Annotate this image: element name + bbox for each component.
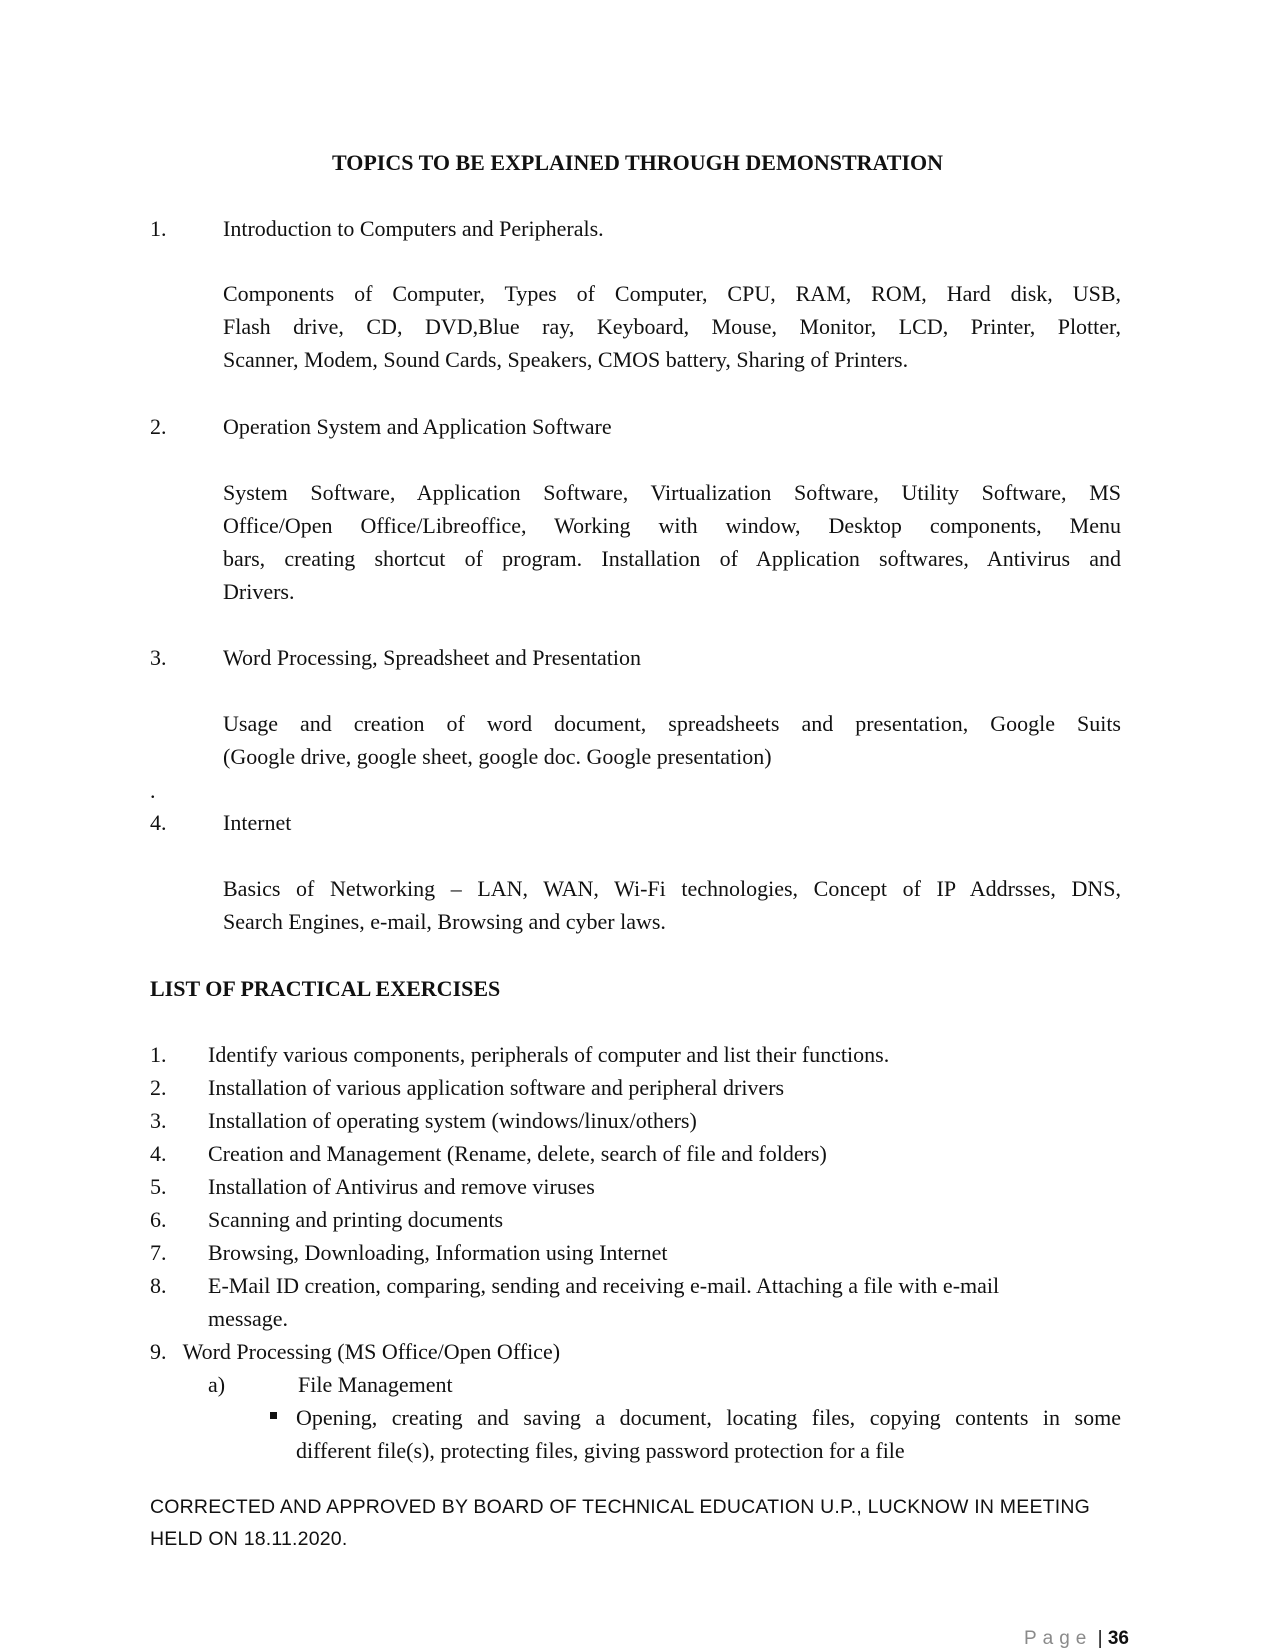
exercise-number: 4.: [150, 1141, 167, 1166]
footer-line: CORRECTED AND APPROVED BY BOARD OF TECHNICAL EDUCATION U.P., LUCKNOW IN MEETING: [150, 1496, 1091, 1518]
exercise-number: 2.: [150, 1075, 167, 1100]
sub-item-letter: a): [208, 1372, 226, 1397]
topic-number: 4.: [150, 810, 167, 835]
exercise-text: Browsing, Downloading, Information using Internet: [208, 1240, 668, 1265]
exercise-number: 1.: [150, 1042, 167, 1067]
topic-body-line: Components of Computer, Types of Computer, CPU, RAM, ROM, Hard disk, USB,: [223, 281, 1121, 306]
exercise-text: Installation of operating system (windows/linux/others): [208, 1108, 697, 1133]
topic-body-line: Search Engines, e-mail, Browsing and cyber laws.: [223, 909, 666, 934]
exercise-text: Installation of Antivirus and remove viruses: [208, 1174, 595, 1199]
page-number: 36: [1107, 1628, 1129, 1649]
bullet-line: Opening, creating and saving a document, locating files, copying contents in some: [296, 1405, 1121, 1430]
topic-body-line: Drivers.: [223, 579, 295, 604]
topic-body-line: Scanner, Modem, Sound Cards, Speakers, CMOS battery, Sharing of Printers.: [223, 347, 909, 372]
topic-body-line: System Software, Application Software, Virtualization Software, Utility Software, MS: [223, 480, 1121, 505]
topic-title: Word Processing, Spreadsheet and Presentation: [223, 645, 641, 670]
topic-body-line: Flash drive, CD, DVD,Blue ray, Keyboard, Mouse, Monitor, LCD, Printer, Plotter,: [223, 314, 1121, 339]
exercise-text: Scanning and printing documents: [208, 1207, 504, 1232]
exercise-text: E-Mail ID creation, comparing, sending and receiving e-mail. Attaching a file with e-mail: [208, 1273, 1000, 1298]
page-footer: [1024, 1628, 1129, 1650]
square-bullet-icon: [270, 1412, 277, 1419]
topic-number: 1.: [150, 216, 167, 241]
exercise-text: Creation and Management (Rename, delete, search of file and folders): [208, 1141, 827, 1166]
sub-item-title: File Management: [298, 1372, 453, 1397]
topic-body-line: (Google drive, google sheet, google doc. Google presentation): [223, 744, 772, 769]
exercise-text-continued: message.: [208, 1306, 289, 1331]
stray-dot: .: [150, 778, 156, 803]
page-label: Page: [1023, 1628, 1093, 1649]
exercise-number: 8.: [150, 1273, 167, 1298]
topic-number: 2.: [150, 414, 167, 439]
footer-note: [150, 1491, 1130, 1555]
exercise-number: 3.: [150, 1108, 167, 1133]
exercise-number: 7.: [150, 1240, 167, 1265]
footer-line: HELD ON 18.11.2020.: [150, 1528, 348, 1550]
topic-title: Introduction to Computers and Peripherals.: [223, 216, 604, 241]
exercise-text: Installation of various application software and peripheral drivers: [208, 1075, 785, 1100]
topic-body-line: Usage and creation of word document, spreadsheets and presentation, Google Suits: [223, 711, 1121, 736]
topic-title: Operation System and Application Software: [223, 414, 612, 439]
topic-body-line: bars, creating shortcut of program. Installation of Application softwares, Antivirus and: [223, 546, 1121, 571]
exercise-number: 6.: [150, 1207, 167, 1232]
topic-body-line: Basics of Networking – LAN, WAN, Wi-Fi technologies, Concept of IP Addrsses, DNS,: [223, 876, 1121, 901]
section-heading: LIST OF PRACTICAL EXERCISES: [150, 976, 501, 1001]
bullet-line: different file(s), protecting files, giving password protection for a file: [296, 1438, 905, 1463]
topic-number: 3.: [150, 645, 167, 670]
page-title: TOPICS TO BE EXPLAINED THROUGH DEMONSTRATION: [331, 150, 944, 175]
topic-title: Internet: [223, 810, 292, 835]
page-separator: |: [1097, 1628, 1103, 1649]
exercise-text: Identify various components, peripherals of computer and list their functions.: [208, 1042, 890, 1067]
exercise-9-label: 9. Word Processing (MS Office/Open Office): [150, 1339, 561, 1364]
exercise-number: 5.: [150, 1174, 167, 1199]
topic-body-line: Office/Open Office/Libreoffice, Working with window, Desktop components, Menu: [223, 513, 1121, 538]
